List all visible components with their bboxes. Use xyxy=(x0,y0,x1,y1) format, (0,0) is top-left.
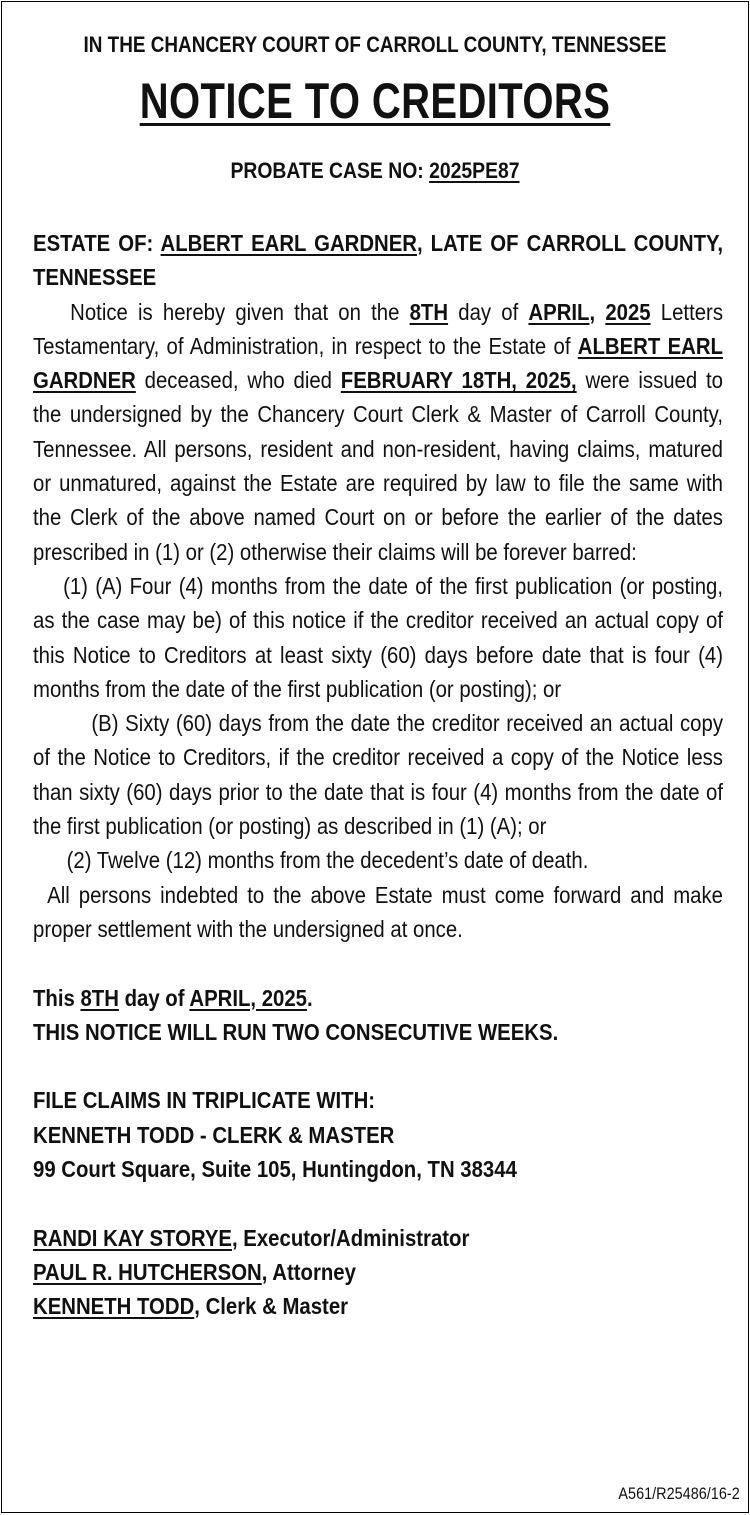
dated-line xyxy=(33,981,723,1015)
clerk-address: 99 Court Square, Suite 105, Huntingdon, TN 38344 xyxy=(33,1156,517,1183)
settlement-paragraph: All persons indebted to the above Estate must come forward and make proper settlement with the undersigned at once. xyxy=(33,881,723,942)
signatory-role: , Executor/Administrator xyxy=(231,1224,470,1251)
notice-text: day of xyxy=(448,298,529,325)
notice-title: NOTICE TO CREDITORS xyxy=(139,73,611,129)
notice-text: were issued to the undersigned by the Chancery Court Clerk & Master of Carroll County, Tennessee. All persons, resident and non-resident, having claims, matured or unmatured, against the Estate are required by law to file the same with the Clerk of the above named Court on or before the earlier of the dates prescribed in (1) or (2) otherwise their claims will be forever barred: xyxy=(33,367,723,565)
signatory-clerk xyxy=(33,1289,723,1323)
notice-text: , xyxy=(589,298,606,325)
notice-paragraph xyxy=(33,295,723,569)
court-heading: IN THE CHANCERY COURT OF CARROLL COUNTY, TENNESSEE xyxy=(83,32,667,57)
estate-line xyxy=(33,226,723,295)
run-notice: THIS NOTICE WILL RUN TWO CONSECUTIVE WEEKS. xyxy=(33,1018,559,1045)
signatory-attorney xyxy=(33,1255,723,1289)
notice-text: Notice is hereby given that on the xyxy=(70,298,410,325)
file-claims-heading: FILE CLAIMS IN TRIPLICATE WITH: xyxy=(33,1087,376,1114)
dated-text: day of xyxy=(118,984,190,1011)
clause-1a: (1) (A) Four (4) months from the date of the first publication (or posting, as the case may be) of this notice if the creditor received an actual copy of this Notice to Creditors at least sixty (60) days before date that is four (4) months from the date of the first publication (or posting); or xyxy=(33,572,723,702)
dated-text: This xyxy=(33,984,81,1011)
signatory-executor xyxy=(33,1221,723,1255)
case-number-line xyxy=(47,158,703,184)
estate-location: , LATE OF CARROLL COUNTY, TENNESSEE xyxy=(33,230,724,291)
signatory-name: RANDI KAY STORYE xyxy=(33,1224,232,1251)
dated-text: . xyxy=(307,984,313,1011)
notice-text: Letters Testamentary, of Administration, in respect to the Estate of xyxy=(33,298,723,359)
clause-1b: (B) Sixty (60) days from the date the creditor received an actual copy of the Notice to Creditors, if the creditor received a copy of the Notice less than sixty (60) days prior to the date that is four (4) months from the date of the first publication (or posting) as described in (1) (A); or xyxy=(33,710,723,840)
clause-2: (2) Twelve (12) months from the decedent’s date of death. xyxy=(66,847,589,874)
estate-label: ESTATE OF: xyxy=(33,230,161,256)
death-date: FEBRUARY 18TH, 2025, xyxy=(340,367,577,394)
legal-notice xyxy=(1,1,749,1513)
signatory-role: , Attorney xyxy=(261,1258,356,1285)
signatory-name: KENNETH TODD xyxy=(33,1293,195,1320)
case-number: 2025PE87 xyxy=(429,158,520,183)
letters-year: 2025 xyxy=(605,298,651,325)
letters-month: APRIL xyxy=(528,298,590,325)
reference-code: A561/R25486/16-2 xyxy=(618,1484,740,1503)
case-label: PROBATE CASE NO: xyxy=(230,158,430,183)
signatory-name: PAUL R. HUTCHERSON xyxy=(33,1258,262,1285)
clerk-line: KENNETH TODD - CLERK & MASTER xyxy=(33,1121,395,1148)
signatory-role: , Clerk & Master xyxy=(194,1293,349,1320)
estate-name: ALBERT EARL GARDNER xyxy=(160,230,417,256)
notice-text: deceased, who died xyxy=(135,367,341,394)
dated-day: 8TH xyxy=(80,984,119,1011)
dated-month-year: APRIL, 2025 xyxy=(189,984,308,1011)
notice-body xyxy=(33,226,723,1324)
deceased-name: ALBERT EARL GARDNER xyxy=(33,332,723,394)
letters-day: 8TH xyxy=(409,298,449,325)
